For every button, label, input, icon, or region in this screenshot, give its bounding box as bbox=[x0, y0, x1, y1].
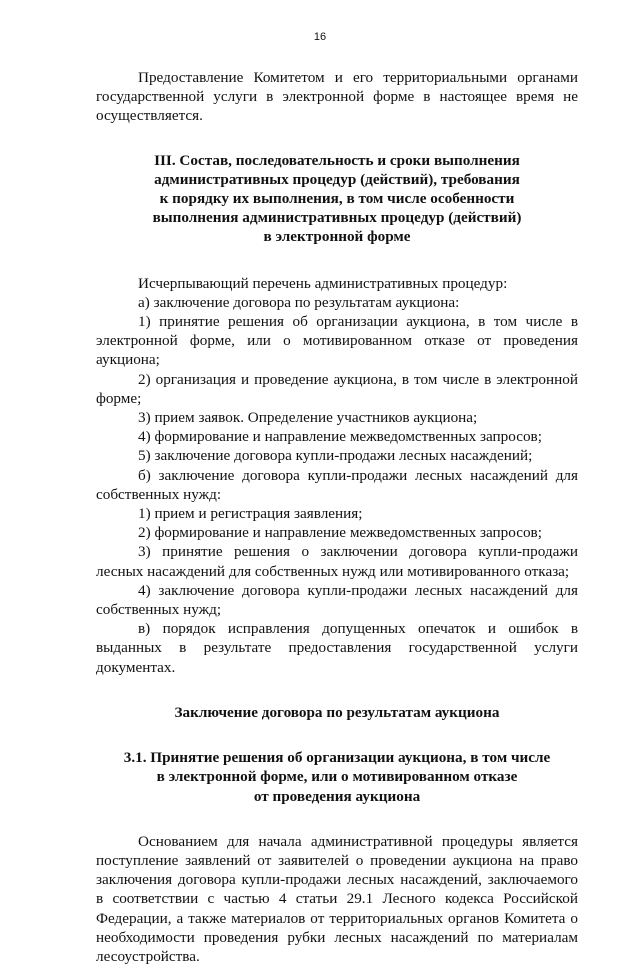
list-item: 5) заключение договора купли-продажи лесных насаждений; bbox=[138, 447, 533, 465]
list-item: Исчерпывающий перечень административных процедур: bbox=[138, 274, 508, 292]
subheading: Заключение договора по результатам аукциона bbox=[174, 703, 500, 721]
list-item: а) заключение договора по результатам аукциона: bbox=[138, 293, 460, 311]
list-item: 1) прием и регистрация заявления; bbox=[138, 505, 363, 523]
section-heading-line: административных процедур (действий), требования bbox=[154, 170, 520, 188]
subsection-heading bbox=[96, 748, 578, 806]
list-item: 3) принятие решения о заключении договора купли-продажи лесных насаждений для собственных нужд или мотивированного отказа; bbox=[96, 543, 578, 580]
procedures-list bbox=[96, 274, 578, 677]
section-heading-line: к порядку их выполнения, в том числе особенности bbox=[159, 190, 515, 208]
section-heading-line: III. Состав, последовательность и сроки выполнения bbox=[154, 151, 520, 169]
list-item: в) порядок исправления допущенных опечаток и ошибок в выданных в результате предоставления государственной услуги документах. bbox=[96, 620, 578, 676]
list-item: б) заключение договора купли-продажи лесных насаждений для собственных нужд: bbox=[96, 466, 578, 503]
list-item: 2) формирование и направление межведомственных запросов; bbox=[138, 524, 542, 542]
section-heading-line: в электронной форме bbox=[263, 228, 411, 246]
page-number: 16 bbox=[313, 31, 327, 43]
list-item: 1) принятие решения об организации аукциона, в том числе в электронной форме, или о мотивированном отказе от проведения аукциона; bbox=[96, 313, 578, 369]
list-item: 4) заключение договора купли-продажи лесных насаждений для собственных нужд; bbox=[96, 581, 578, 619]
section-heading-line: выполнения административных процедур (действий) bbox=[152, 209, 522, 227]
subsection-heading-line: 3.1. Принятие решения об организации аукциона, в том числе bbox=[123, 749, 551, 767]
list-item: 4) формирование и направление межведомственных запросов; bbox=[138, 428, 542, 446]
list-item: 2) организация и проведение аукциона, в том числе в электронной форме; bbox=[96, 370, 578, 407]
list-item: 3) прием заявок. Определение участников аукциона; bbox=[138, 409, 478, 427]
section-heading bbox=[96, 151, 578, 247]
final-paragraph: Основанием для начала административной процедуры является поступление заявлений от заявителей о проведении аукциона на право заключения договора купли-продажи лесных насаждений, заключаемого в соответствии с частью 4 статьи 29.1 Лесного кодекса Российской Федерации, а также материалов от территориальных органов Комитета о необходимости проведения рубки лесных насаждений по материалам лесоустройства. bbox=[96, 832, 578, 965]
subsection-heading-line: от проведения аукциона bbox=[253, 787, 421, 805]
intro-paragraph: Предоставление Комитетом и его территориальными органами государственной услуги в электронной форме в настоящее время не осуществляется. bbox=[96, 69, 578, 125]
document-body bbox=[96, 68, 578, 966]
subsection-heading-line: в электронной форме, или о мотивированном отказе bbox=[156, 768, 518, 786]
